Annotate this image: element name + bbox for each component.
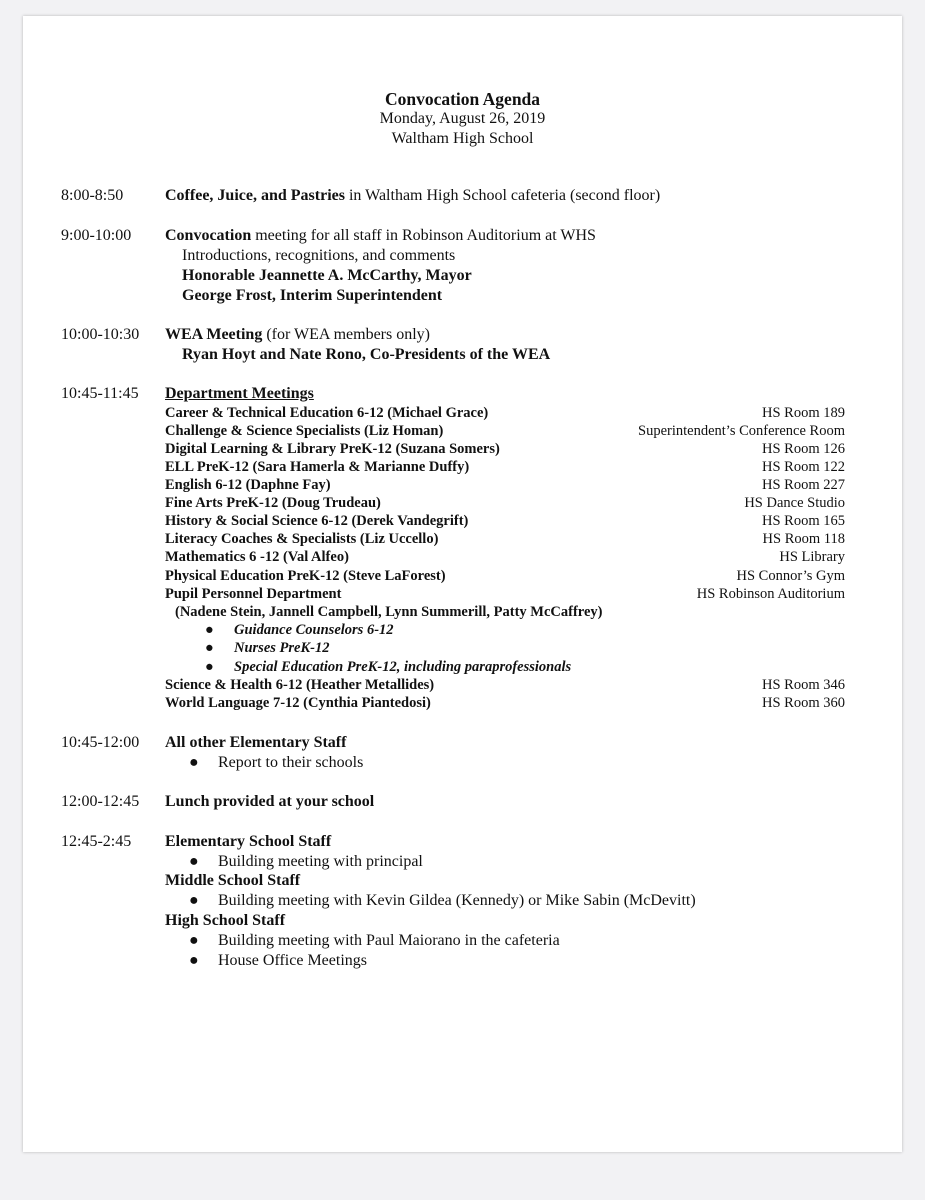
- dept-room: HS Room 346: [762, 677, 845, 693]
- time-convocation: 9:00-10:00: [61, 227, 132, 244]
- dept-room: HS Connor’s Gym: [736, 568, 845, 584]
- dept-name: Mathematics 6 -12 (Val Alfeo): [165, 549, 349, 565]
- pupil-bullet-text: Special Education PreK-12, including paraprofessionals: [234, 659, 572, 675]
- pupil-bullet-text: Guidance Counselors 6-12: [234, 622, 394, 638]
- dept-room: HS Library: [779, 549, 845, 565]
- time-lunch: 12:00-12:45: [61, 793, 140, 810]
- time-elementary-other: 10:45-12:00: [61, 734, 140, 751]
- dept-name: Science & Health 6-12 (Heather Metallides): [165, 677, 435, 693]
- bullet-icon: ●: [205, 659, 214, 675]
- dept-name: Career & Technical Education 6-12 (Michael Grace): [165, 405, 489, 421]
- time-building: 12:45-2:45: [61, 833, 132, 850]
- dept-name: World Language 7-12 (Cynthia Piantedosi): [165, 695, 431, 711]
- dept-room: HS Room 165: [762, 513, 845, 529]
- item-wea-bold: WEA Meeting: [165, 326, 263, 343]
- item-wea-rest: (for WEA members only): [262, 326, 430, 343]
- elementary-other-bullet: [189, 754, 363, 772]
- elementary-other-title-text: All other Elementary Staff: [165, 734, 347, 751]
- lunch-title-text: Lunch provided at your school: [165, 793, 375, 810]
- convocation-line2: Introductions, recognitions, and comments: [182, 247, 456, 264]
- wea-speakers: Ryan Hoyt and Nate Rono, Co-Presidents of the WEA: [182, 346, 551, 363]
- middle-staff-bullet: [189, 892, 696, 910]
- pupil-bullet: [205, 622, 394, 639]
- pupil-names: (Nadene Stein, Jannell Campbell, Lynn Summerill, Patty McCaffrey): [175, 604, 603, 620]
- elementary-other-bullet-text: Report to their schools: [218, 754, 364, 771]
- dept-room: HS Room 122: [762, 459, 845, 475]
- dept-room: HS Room 189: [762, 405, 845, 421]
- time-wea: 10:00-10:30: [61, 326, 140, 343]
- pupil-bullet: [205, 640, 329, 657]
- dept-room: HS Room 118: [762, 531, 845, 547]
- convocation-speaker1: Honorable Jeannette A. McCarthy, Mayor: [182, 267, 472, 284]
- bullet-icon: ●: [189, 892, 199, 909]
- elementary-other-title: [165, 734, 346, 752]
- pupil-bullet: [205, 659, 571, 676]
- document-page: [23, 16, 902, 1152]
- dept-room: Superintendent’s Conference Room: [638, 423, 845, 439]
- dept-name: Digital Learning & Library PreK-12 (Suzana Somers): [165, 441, 500, 457]
- lunch-title: [165, 793, 374, 811]
- high-staff-title-text: High School Staff: [165, 912, 286, 929]
- middle-staff-bullet-text: Building meeting with Kevin Gildea (Kennedy) or Mike Sabin (McDevitt): [218, 892, 696, 909]
- dept-name: Challenge & Science Specialists (Liz Homan): [165, 423, 444, 439]
- middle-staff-title: [165, 872, 300, 890]
- elementary-staff-bullet-text: Building meeting with principal: [218, 853, 423, 870]
- convocation-speaker2: George Frost, Interim Superintendent: [182, 287, 443, 304]
- high-staff-bullet-text: House Office Meetings: [218, 952, 367, 969]
- dept-name: ELL PreK-12 (Sara Hamerla & Marianne Duffy): [165, 459, 470, 475]
- dept-room: HS Room 360: [762, 695, 845, 711]
- dept-name: English 6-12 (Daphne Fay): [165, 477, 331, 493]
- dept-name: Fine Arts PreK-12 (Doug Trudeau): [165, 495, 381, 511]
- bullet-icon: ●: [189, 853, 199, 870]
- dept-room: HS Room 227: [762, 477, 845, 493]
- bullet-icon: ●: [205, 640, 214, 656]
- bullet-icon: ●: [189, 932, 199, 949]
- high-staff-title: [165, 912, 285, 930]
- item-coffee-bold: Coffee, Juice, and Pastries: [165, 187, 345, 204]
- dept-name: Physical Education PreK-12 (Steve LaForest): [165, 568, 446, 584]
- departments-heading: Department Meetings: [165, 385, 314, 402]
- item-wea: [165, 326, 430, 344]
- document-title: Convocation Agenda: [384, 89, 541, 109]
- item-coffee-rest: in Waltham High School cafeteria (second floor): [344, 187, 661, 204]
- item-coffee: [165, 187, 660, 205]
- dept-name: History & Social Science 6-12 (Derek Vandegrift): [165, 513, 469, 529]
- middle-staff-title-text: Middle School Staff: [165, 872, 301, 889]
- item-convocation-rest: meeting for all staff in Robinson Auditorium at WHS: [251, 227, 596, 244]
- elementary-staff-title: [165, 833, 331, 851]
- high-staff-bullet-text: Building meeting with Paul Maiorano in the cafeteria: [218, 932, 560, 949]
- bullet-icon: ●: [189, 754, 199, 771]
- dept-room: HS Dance Studio: [744, 495, 845, 511]
- dept-name: Pupil Personnel Department: [165, 586, 342, 602]
- elementary-staff-bullet: [189, 853, 423, 871]
- item-convocation: [165, 227, 596, 245]
- time-departments: 10:45-11:45: [61, 385, 139, 402]
- dept-name: Literacy Coaches & Specialists (Liz Uccello): [165, 531, 439, 547]
- high-staff-bullet: [189, 952, 367, 970]
- elementary-staff-title-text: Elementary School Staff: [165, 833, 332, 850]
- high-staff-bullet: [189, 932, 560, 950]
- bullet-icon: ●: [189, 952, 199, 969]
- pupil-bullet-text: Nurses PreK-12: [234, 640, 330, 656]
- time-coffee: 8:00-8:50: [61, 187, 124, 204]
- item-convocation-bold: Convocation: [165, 227, 252, 244]
- dept-room: HS Robinson Auditorium: [696, 586, 845, 602]
- document-school: Waltham High School: [391, 130, 534, 147]
- bullet-icon: ●: [205, 622, 214, 638]
- dept-room: HS Room 126: [762, 441, 845, 457]
- document-date: Monday, August 26, 2019: [379, 110, 546, 127]
